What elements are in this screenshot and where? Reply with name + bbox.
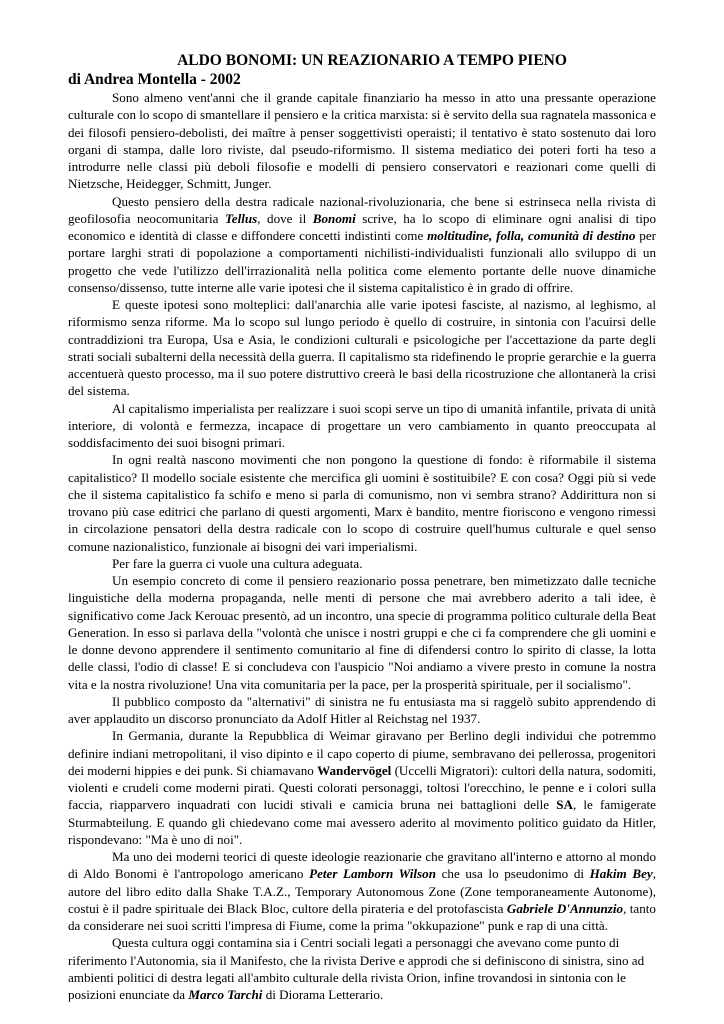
document-page <box>68 52 656 1003</box>
article-body <box>68 89 656 1003</box>
text-run: , autore del libro edito dalla Shake T.A.Z., Temporary Autonomous Zone (Zone temporaneamente Autonome), costui è il padre spirituale dei Black Bloc, cultore della pirateria e del protofascista <box>68 866 656 916</box>
text-run: (Uccelli Migratori): cultori della natura, sodomiti, violenti e crudeli come moderni pirati. Questi colorati personaggi, toltosi l'orecchino, le penne e i colori sulla faccia, riapparvero inquadrati con lucidi stivali e camicia bruna nei battaglioni delle <box>68 762 657 813</box>
paragraph <box>68 296 656 400</box>
emphasized-text: Peter Lamborn Wilson <box>309 866 436 882</box>
text-run: E queste ipotesi sono molteplici: dall'anarchia alle varie ipotesi fasciste, al nazismo, al leghismo, al riformismo senza riforme. Ma lo scopo sul lungo periodo è quello di costruire, in sintonia con l'acuirsi delle contraddizioni tra Europa, Usa e Asia, le condizioni culturali e psicologiche per l'accettazione da parte degli strati sociali subalterni della necessità della guerra. Il capitalismo sta ridefinendo le proprie gerarchie e la guerra accentuerà questo processo, ma il suo potere distruttivo creerà le basi della ricostruzione che allontanerà la crisi del sistema. <box>68 297 656 399</box>
text-run: per portare larghi strati di popolazione a comportamenti nichilisti-individualisti funzionali allo sviluppo di un progetto che vede l'utilizzo dell'irrazionalità nella politica come elemento portante delle nuove dinamiche consenso/dissenso, tutte interne alle varie ipotesi che il sistema capitalistico è in grado di offrire. <box>68 228 656 295</box>
paragraph <box>68 89 656 193</box>
emphasized-text: Wandervögel <box>317 762 392 778</box>
text-run: In ogni realtà nascono movimenti che non pongono la questione di fondo: è riformabile il sistema capitalistico? Il modello sociale esistente che mercifica gli uomini è sostituibile? E con cosa? Oggi più si vede che il sistema capitalistico fa schifo e meno si parla di comunismo, non vi sembra strano? Addirittura non si trovano più case editrici che parlano di questi argomenti, Marx è bandito, mentre fioriscono e vengono rimessi in circolazione pensatori della destra radicale con lo scopo di costruire quell'humus culturale e quel senso comune nazionalistico, funzionale ai bisogni dei vari imperialismi. <box>68 452 656 554</box>
paragraph <box>68 555 656 572</box>
text-run: Questa cultura oggi contamina sia i Centri sociali legati a personaggi che avevano come punto di riferimento l'Autonomia, sia il Manifesto, che la rivista Derive e approdi che si definiscono di sinistra, sino ad ambienti politici di destra legati all'ambito culturale della rivista Orion, infine trovandosi in sintonia con le posizioni enunciate da <box>68 935 645 1002</box>
document-title: ALDO BONOMI: UN REAZIONARIO A TEMPO PIENO <box>177 52 567 69</box>
author-byline: di Andrea Montella - 2002 <box>68 71 241 88</box>
text-run: Un esempio concreto di come il pensiero reazionario possa penetrare, ben mimetizzato dalle tecniche linguistiche della moderna propaganda, nelle menti di persone che mai avrebbero aderito a tali idee, è significativo come Jack Kerouac presentò, ad un incontro, una specie di programma politico culturale della Beat Generation. In esso si parlava della "volontà che unisce i nostri gruppi e che ci fa comprendere che gli uomini e le donne devono apprendere il sentimento comunitario al fine di difendersi contro lo spirito di classe, la lotta delle classi, l'odio di classe! E si concludeva con l'auspicio "Noi andiamo a vivere presto in comune la nostra vita e la nostra rivoluzione! Una vita comunitaria per la pace, per la prosperità spirituale, per il socialismo". <box>68 573 656 692</box>
text-run: scrive, ha lo scopo di eliminare ogni analisi di tipo economico e identità di classe e diffondere concetti indistinti come <box>68 210 657 243</box>
paragraph <box>68 400 656 452</box>
text-run: Per fare la guerra ci vuole una cultura adeguata. <box>112 555 363 571</box>
emphasized-text: moltitudine, folla, comunità di destino <box>427 228 636 243</box>
emphasized-text: SA <box>556 797 573 813</box>
text-run: che usa lo pseudonimo di <box>435 866 590 882</box>
emphasized-text: Hakim Bey <box>589 866 653 882</box>
paragraph <box>68 934 656 1003</box>
text-run: di Diorama Letterario. <box>262 987 384 1002</box>
text-run: , dove il <box>257 210 313 226</box>
text-run: , le famigerate Sturmabteilung. E quando gli chiedevano come mai avessero aderito al movimento politico guidato da Hitler, rispondevano: "Ma è uno di noi". <box>68 797 656 847</box>
emphasized-text: Tellus <box>225 210 258 226</box>
text-run: Al capitalismo imperialista per realizzare i suoi scopi serve un tipo di umanità infantile, privata di unità interiore, di volontà e fermezza, incapace di progettare un vero cambiamento in quanto preoccupata al soddisfacimento dei suoi bisogni primari. <box>68 400 656 450</box>
emphasized-text: Gabriele D'Annunzio <box>506 900 624 916</box>
text-run: Ma uno dei moderni teorici di queste ideologie reazionarie che gravitano all'interno e attorno al mondo di Aldo Bonomi è l'antropologo americano <box>68 849 656 882</box>
paragraph <box>68 193 656 297</box>
text-run: , tanto da considerare nei suoi scritti l'impresa di Fiume, come la prima "okkupazione" punk e rap di una città. <box>68 900 656 933</box>
text-run: Sono almeno vent'anni che il grande capitale finanziario ha messo in atto una pressante operazione culturale con lo scopo di smantellare il pensiero e la critica marxista: si è servito della sua ragnatela massonica e dei filosofi pensiero-debolisti, dei maître à penser soggettivisti operaisti; il tentativo è stato sostenuto dai loro organi di stampa, dalle loro riviste, dal pseudo-riformismo. Il sistema mediatico dei poteri forti ha teso a introdurre nelle classi più deboli filosofie e modelli di pensiero conservatori e reazionari come quelli di Nietzsche, Heidegger, Schmitt, Junger. <box>68 90 656 192</box>
paragraph <box>68 693 656 728</box>
paragraph <box>68 451 656 555</box>
text-run: Il pubblico composto da "alternativi" di sinistra ne fu entusiasta ma si raggelò subito apprendendo di aver applaudito un discorso pronunciato da Adolf Hitler al Reichstag nel 1937. <box>68 693 656 726</box>
text-run: Questo pensiero della destra radicale nazional-rivoluzionaria, che bene si estrinseca nella rivista di geofilosofia neocomunitaria <box>68 193 656 226</box>
text-run: In Germania, durante la Repubblica di Weimar giravano per Berlino degli individui che potremmo definire indiani metropolitani, il viso dipinto e il capo coperto di piume, sembravano dei pellerossa, progenitori dei moderni hippies e dei punk. Si chiamavano <box>68 728 656 778</box>
emphasized-text: Marco Tarchi <box>188 987 263 1002</box>
paragraph <box>68 727 656 848</box>
paragraph <box>68 848 656 934</box>
paragraph <box>68 572 656 693</box>
emphasized-text: Bonomi <box>312 210 356 226</box>
